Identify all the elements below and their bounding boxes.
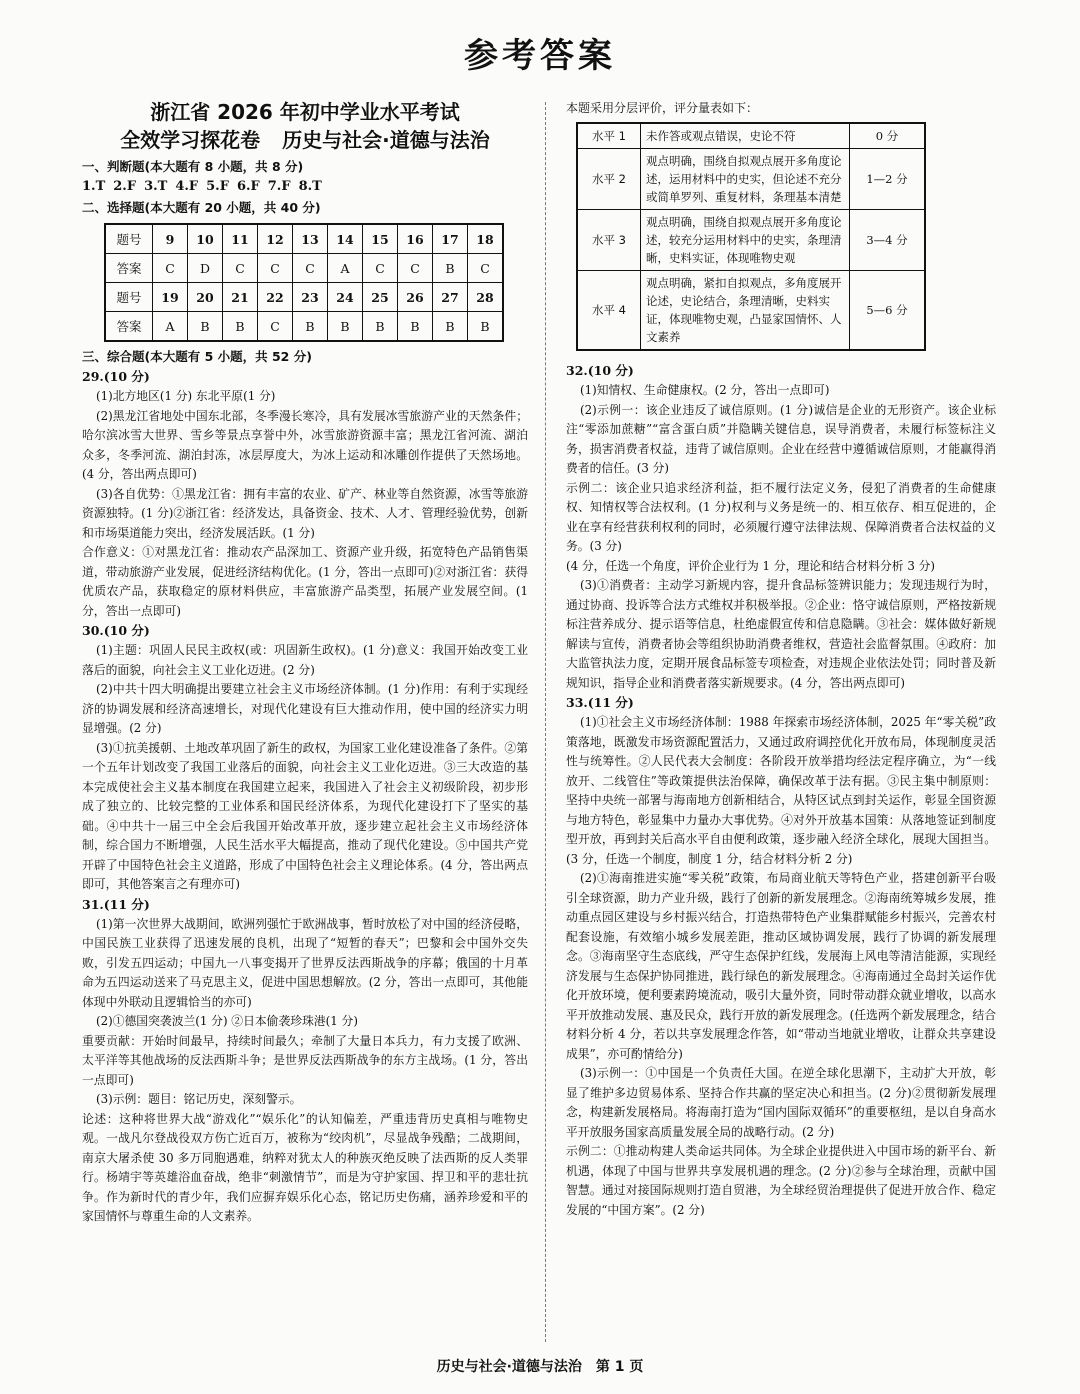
question-number: 21 [223,283,258,312]
q32-answer-paragraph: (3)①消费者：主动学习新规内容，提升食品标签辨识能力；发现违规行为时，通过协商、投诉等合法方式维权并积极举报。②企业：恪守诚信原则，严格按新规标注营养成分、提示语等信息，杜绝虚假宣传和信息隐瞒。③社会：媒体做好新规解读与宣传，消费者协会等组织协助消费者维权，营造社会监督氛围。④政府：加大监管执法力度，定期开展食品标签专项检查，对违规企业依法处罚；同时普及新规知识，指导企业和消费者落实新规要求。(4 分，答出两点即可) [566,578,996,690]
question-number: 24 [328,283,363,312]
tf-answer: 1.T [82,179,106,194]
q32-answer-paragraph: (2)示例一：该企业违反了诚信原则。(1 分)诚信是企业的无形资产。该企业标注“零添加蔗糖”“富含蛋白质”并隐瞒关键信息，误导消费者，未履行标签标注义务，损害消费者权益，违背了诚信原则。企业在经营中遵循诚信原则，才能赢得消费者的信任。(3 分) [566,402,996,475]
q30-answer-paragraph: (1)主题：巩固人民民主政权(或：巩固新生政权)。(1 分)意义：我国开始改变工业落后的面貌，向社会主义工业化迈进。(2 分) [82,643,528,677]
q32-answer-paragraph: 示例二：该企业只追求经济利益，拒不履行法定义务，侵犯了消费者的生命健康权、知情权等合法权利。(1 分)权利与义务是统一的、相互依存、相互促进的，企业在享有经营获利权利的同时，必须履行遵守法律法规、保障消费者合法权益的义务。(3 分) [566,480,996,553]
tf-answer: 2.F [113,179,137,194]
table-row [105,283,503,312]
tf-answer: 7.F [267,179,291,194]
label-cell: 答案 [105,254,153,283]
section3-heading: 三、综合题(本大题有 5 小题，共 52 分) [82,349,312,364]
right-column [566,98,996,1350]
tf-answer: 3.T [144,179,168,194]
rubric-level: 水平 4 [577,271,641,351]
answer-cell: C [468,254,504,283]
tf-answer: 5.F [206,179,229,194]
q31-answer-paragraph: (2)①德国突袭波兰(1 分) ②日本偷袭珍珠港(1 分) [96,1014,358,1028]
answer-cell: B [433,254,468,283]
question-number: 15 [363,224,398,254]
question-number: 10 [188,224,223,254]
rubric-score: 0 分 [850,123,926,149]
left-column [82,98,528,1350]
question-number: 25 [363,283,398,312]
answer-cell: B [468,312,504,342]
question-number: 20 [188,283,223,312]
q33-answer-paragraph: (3)示例一：①中国是一个负责任大国。在逆全球化思潮下，主动扩大开放，彰显了维护多边贸易体系、坚持合作共赢的坚定决心和担当。(2 分)②贯彻新发展理念，构建新发展格局。将海南打造为“国内国际双循环”的重要枢纽，是以自身高水平开放服务国家高质量发展全局的战略行动。(2 分) [566,1066,996,1139]
rubric-level: 水平 1 [577,123,641,149]
page-title: 参考答案 [464,36,616,76]
rubric-description: 观点明确，紧扣自拟观点，多角度展开论述，史论结合，条理清晰，史料实证，体现唯物史观，凸显家国情怀、人文素养 [641,271,850,351]
answer-cell: B [293,312,328,342]
answer-cell: C [223,254,258,283]
tf-answer: 4.F [175,179,199,194]
label-cell: 答案 [105,312,153,342]
q33-answer-paragraph: (2)①海南推进实施“零关税”政策，布局商业航天等特色产业，搭建创新平台吸引全球资源，助力产业升级，践行了创新的新发展理念。②海南统筹城乡发展，推动重点园区建设与乡村振兴结合，打造热带特色产业集群赋能乡村振兴，完善农村配套设施，有效缩小城乡发展差距，推动区域协调发展，践行了协调的新发展理念。③海南坚守生态底线，严守生态保护红线，发展海上风电等清洁能源，实现经济发展与生态保护协同推进，践行绿色的新发展理念。④海南通过全岛封关运作优化开放环境，便利要素跨境流动，吸引大量外资，同时带动群众就业增收，以高水平开放推动发展、惠及民众，践行开放的新发展理念。(任选两个新发展理念，结合材料分析 4 分，若以共享发展理念作答，如“带动当地就业增收，让群众共享建设成果”，亦可酌情给分) [566,871,996,1061]
answer-cell: A [153,312,188,342]
question-30-number: 30.(10 分) [82,623,150,638]
answer-cell: C [398,254,433,283]
rubric-intro: 本题采用分层评价，评分量表如下： [566,101,759,115]
question-number: 26 [398,283,433,312]
question-31-number: 31.(11 分) [82,896,150,912]
q31-answer-paragraph: (1)第一次世界大战期间，欧洲列强忙于欧洲战事，暂时放松了对中国的经济侵略，中国民族工业获得了迅速发展的良机，出现了“短暂的春天”；巴黎和会中国外交失败，引发五四运动；中国九一八事变揭开了世界反法西斯战争的序幕；俄国的十月革命为五四运动送来了马克思主义，促进中国思想解放。(2 分，答出一点即可，其他能体现中外联动且逻辑恰当的亦可) [82,916,528,1009]
tf-answer: 8.T [298,179,322,194]
q31-answer-paragraph: (3)示例：题目：铭记历史，深刻警示。 [96,1092,302,1106]
answer-cell: B [188,312,223,342]
answer-cell: C [363,254,398,283]
section2-heading: 二、选择题(本大题有 20 小题，共 40 分) [82,200,321,215]
table-row [105,254,503,283]
rubric-score: 5—6 分 [850,271,926,351]
label-cell: 题号 [105,224,153,254]
rubric-score: 1—2 分 [850,149,926,210]
q29-answer-paragraph: (1)北方地区(1 分) 东北平原(1 分) [96,389,276,403]
rubric-level: 水平 2 [577,149,641,210]
table-row [577,123,925,149]
q29-answer-paragraph: (2)黑龙江省地处中国东北部，冬季漫长寒冷，具有发展冰雪旅游产业的天然条件；哈尔滨冰雪大世界、雪乡等景点享誉中外，冰雪旅游资源丰富；黑龙江省河流、湖泊众多，冬季河流、湖泊封冻，冰层厚度大，为冰上运动和冰雕创作提供了天然场地。(4 分，答出两点即可) [82,408,528,481]
q32-answer-paragraph: (1)知情权、生命健康权。(2 分，答出一点即可) [580,383,830,397]
q31-answer-paragraph: 重要贡献：开始时间最早，持续时间最久；牵制了大量日本兵力，有力支援了欧洲、太平洋等其他战场的反法西斯斗争；是世界反法西斯战争的东方主战场。(1 分，答出一点即可) [82,1033,528,1087]
table-row [577,210,925,271]
answer-cell: A [328,254,363,283]
question-number: 16 [398,224,433,254]
question-number: 19 [153,283,188,312]
answer-cell: C [258,254,293,283]
question-number: 18 [468,224,504,254]
question-29-number: 29.(10 分) [82,369,150,384]
label-cell: 题号 [105,283,153,312]
q33-answer-paragraph: 示例二：①推动构建人类命运共同体。为全球企业提供进入中国市场的新平台、新机遇，体现了中国与世界共享发展机遇的理念。(2 分)②参与全球治理，贡献中国智慧。通过对接国际规则打造自贸港，为全球经贸治理提供了促进开放合作、稳定发展的“中国方案”。(2 分) [566,1144,996,1217]
question-number: 9 [153,224,188,254]
question-number: 13 [293,224,328,254]
q30-answer-paragraph: (3)①抗美援朝、土地改革巩固了新生的政权，为国家工业化建设准备了条件。②第一个五年计划改变了我国工业落后的面貌，向社会主义工业化迈进。③三大改造的基本完成使社会主义基本制度在我国建立起来，我国进入了社会主义初级阶段，初步形成了独立的、比较完整的工业体系和国民经济体系，为现代化建设打下了坚实的基础。④中共十一届三中全会后我国开始改革开放，逐步建立起社会主义市场经济体制，综合国力不断增强，人民生活水平大幅提高，推动了现代化建设。⑤中国共产党开辟了中国特色社会主义道路，形成了中国特色社会主义理论体系。(4 分，答出两点即可，其他答案言之有理亦可) [82,740,528,891]
tf-answer: 6.F [236,179,260,194]
q32-answer-paragraph: (4 分，任选一个角度，评价企业行为 1 分，理论和结合材料分析 3 分) [566,558,935,573]
question-33-number: 33.(11 分) [566,695,634,710]
series-name: 全效学习探花卷 [120,128,261,152]
rubric-description: 未作答或观点错误，史论不符 [641,123,850,149]
rubric-table [576,122,926,351]
rubric-description: 观点明确，围绕自拟观点展开多角度论述，较充分运用材料中的史实，条理清晰，史料实证，体现唯物史观 [641,210,850,271]
answer-cell: B [433,312,468,342]
table-row [105,224,503,254]
answer-cell: D [188,254,223,283]
question-number: 17 [433,224,468,254]
answer-cell: C [258,312,293,342]
answer-cell: B [363,312,398,342]
exam-subtitle [82,126,528,154]
question-number: 27 [433,283,468,312]
question-32-number: 32.(10 分) [566,363,634,378]
answer-cell: B [328,312,363,342]
rubric-score: 3—4 分 [850,210,926,271]
rubric-level: 水平 3 [577,210,641,271]
table-row [577,149,925,210]
answer-cell: B [398,312,433,342]
section1-heading: 一、判断题(本大题有 8 小题，共 8 分) [82,159,304,174]
q33-answer-paragraph: (1)①社会主义市场经济体制：1988 年探索市场经济体制，2025 年“零关税”政策落地，既激发市场资源配置活力，又通过政府调控优化开放布局，体现制度灵活性与统筹性。②人民代表大会制度：各阶段开放举措均经法定程序确立，为“一线放开、二线管住”等政策提供法治保障，确保改革于法有据。③民主集中制原则：坚持中央统一部署与海南地方创新相结合，从特区试点到封关运作，彰显全国资源与地方特色，彰显集中力量办大事优势。④对外开放基本国策：从落地签证到制度型开放，再到封关后高水平自由便利政策，逐步融入经济全球化，展现大国担当。(3 分，任选一个制度，制度 1 分，结合材料分析 2 分) [566,715,996,866]
question-number: 22 [258,283,293,312]
q29-answer-paragraph: (3)各自优势：①黑龙江省：拥有丰富的农业、矿产、林业等自然资源，冰雪等旅游资源独特。(1 分)②浙江省：经济发达，具备资金、技术、人才、管理经验优势，创新和市场渠道能力突出，经济发展活跃。(1 分) [82,486,528,540]
question-number: 14 [328,224,363,254]
true-false-answers [82,177,528,197]
rubric-description: 观点明确，围绕自拟观点展开多角度论述，运用材料中的史实，但论述不充分或简单罗列、重复材料，条理基本清楚 [641,149,850,210]
table-row [105,312,503,342]
question-number: 28 [468,283,504,312]
q29-answer-paragraph: 合作意义：①对黑龙江省：推动农产品深加工、资源产业升级，拓宽特色产品销售渠道，带动旅游产业发展，促进经济结构优化。(1 分，答出一点即可)②对浙江省：获得优质农产品，获取稳定的原材料供应，丰富旅游产品类型，拓展产业发展空间。(1 分，答出一点即可) [82,545,528,618]
table-row [577,271,925,351]
question-number: 11 [223,224,258,254]
column-divider [545,102,546,1342]
question-number: 23 [293,283,328,312]
question-number: 12 [258,224,293,254]
q30-answer-paragraph: (2)中共十四大明确提出要建立社会主义市场经济体制。(1 分)作用：有利于实现经济的协调发展和经济高速增长，对现代化建设有巨大推动作用，使中国的经济实力明显增强。(2 分) [82,682,528,735]
subject-name: 历史与社会·道德与法治 [282,128,490,152]
q31-answer-paragraph: 论述：这种将世界大战“游戏化”“娱乐化”的认知偏差，严重违背历史真相与唯物史观。一战凡尔登战役双方伤亡近百万，被称为“绞肉机”，尽显战争残酷；二战期间，南京大屠杀使 30 多万同胞遇难，纳粹对犹太人的种族灭绝反映了法西斯的反人类罪行。杨靖宇等英雄浴血奋战，绝非“刺激情节”，而是为守护家国、捍卫和平的悲壮抗争。作为新时代的青少年，我们应摒弃娱乐化心态，铭记历史伤痛，涵养珍爱和平的家国情怀与尊重生命的人文素养。 [82,1111,528,1223]
choice-answer-table [104,223,504,342]
exam-title: 浙江省 2026 年初中学业水平考试 [150,100,460,124]
page-footer: 历史与社会·道德与法治 第 1 页 [436,1359,644,1375]
answer-cell: B [223,312,258,342]
answer-cell: C [293,254,328,283]
answer-cell: C [153,254,188,283]
